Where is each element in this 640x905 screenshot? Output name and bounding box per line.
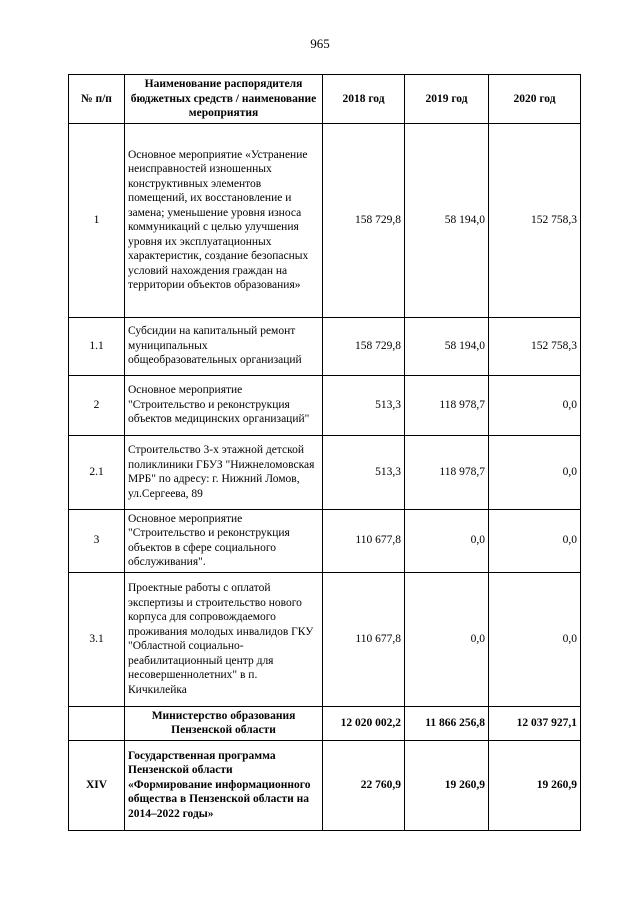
row-2018: 513,3	[323, 375, 405, 435]
table-row	[69, 375, 581, 435]
row-2018: 12 020 002,2	[323, 706, 405, 740]
page-number: 965	[310, 36, 330, 51]
row-2019: 118 978,7	[405, 375, 489, 435]
row-2018: 110 677,8	[323, 572, 405, 706]
row-2019: 58 194,0	[405, 123, 489, 317]
table-header-row	[69, 75, 581, 124]
row-2019: 118 978,7	[405, 435, 489, 509]
row-2019: 58 194,0	[405, 317, 489, 375]
row-2020: 19 260,9	[489, 740, 581, 830]
row-2020: 12 037 927,1	[489, 706, 581, 740]
row-2020: 0,0	[489, 375, 581, 435]
row-name: Субсидии на капитальный ремонт муниципальных общеобразовательных организаций	[125, 317, 323, 375]
row-num: XIV	[69, 740, 125, 830]
row-num: 2.1	[69, 435, 125, 509]
table-row	[69, 123, 581, 317]
row-num: 3.1	[69, 572, 125, 706]
row-num: 1.1	[69, 317, 125, 375]
row-2018: 110 677,8	[323, 509, 405, 572]
row-2018: 158 729,8	[323, 123, 405, 317]
row-name: Проектные работы с оплатой экспертизы и строительство нового корпуса для сопровождаемого проживания молодых инвалидов ГКУ "Областной социально-реабилитационный центр для несовершеннолетних" в п. Кичкилейка	[125, 572, 323, 706]
row-2020: 152 758,3	[489, 317, 581, 375]
row-name: Государственная программа Пензенской области «Формирование информационного общества в Пензенской области на 2014–2022 годы»	[125, 740, 323, 830]
row-name: Основное мероприятие "Строительство и реконструкция объектов в сфере социального обслуживания".	[125, 509, 323, 572]
row-2020: 152 758,3	[489, 123, 581, 317]
row-2018: 158 729,8	[323, 317, 405, 375]
table-row	[69, 317, 581, 375]
row-num: 3	[69, 509, 125, 572]
row-2019: 0,0	[405, 572, 489, 706]
row-2020: 0,0	[489, 509, 581, 572]
row-2018: 513,3	[323, 435, 405, 509]
row-num: 2	[69, 375, 125, 435]
header-2020: 2020 год	[489, 75, 581, 124]
row-num: 1	[69, 123, 125, 317]
table-row	[69, 572, 581, 706]
header-name: Наименование распорядителя бюджетных средств / наименование мероприятия	[125, 75, 323, 124]
table-row	[69, 435, 581, 509]
row-2019: 0,0	[405, 509, 489, 572]
row-name: Строительство 3-х этажной детской поликлиники ГБУЗ "Нижнеломовская МРБ" по адресу: г. Нижний Ломов, ул.Сергеева, 89	[125, 435, 323, 509]
table-row-total	[69, 706, 581, 740]
row-2019: 11 866 256,8	[405, 706, 489, 740]
row-name: Основное мероприятие "Строительство и реконструкция объектов медицинских организаций"	[125, 375, 323, 435]
header-2018: 2018 год	[323, 75, 405, 124]
header-2019: 2019 год	[405, 75, 489, 124]
row-2019: 19 260,9	[405, 740, 489, 830]
row-name: Основное мероприятие «Устранение неисправностей изношенных конструктивных элементов помещений, их восстановление и замена; уменьшение уровня износа коммуникаций с целью улучшения уровня их эксплуатационных характеристик, создание безопасных условий нахождения граждан на территории объектов образования»	[125, 123, 323, 317]
row-num	[69, 706, 125, 740]
row-2020: 0,0	[489, 435, 581, 509]
row-2020: 0,0	[489, 572, 581, 706]
header-num: № п/п	[69, 75, 125, 124]
budget-table	[68, 74, 581, 831]
row-2018: 22 760,9	[323, 740, 405, 830]
row-name: Министерство образования Пензенской области	[125, 706, 323, 740]
table-row-program	[69, 740, 581, 830]
table-row	[69, 509, 581, 572]
